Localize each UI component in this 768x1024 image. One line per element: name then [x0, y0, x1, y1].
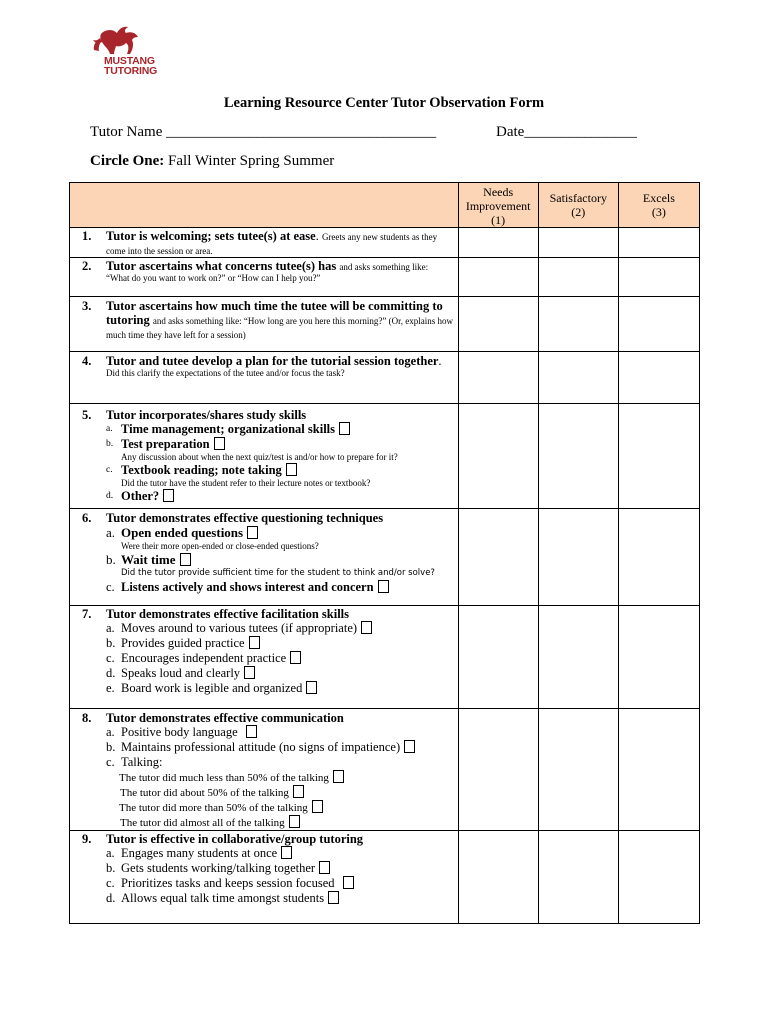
sub-letter: c.: [106, 755, 115, 769]
logo-text-tutoring: TUTORING: [104, 65, 158, 77]
item-punct: .: [438, 354, 442, 368]
rating-cell-excels[interactable]: [618, 606, 699, 709]
sub-letter: b.: [106, 439, 114, 449]
item-heading: Tutor is effective in collaborative/group tutoring: [106, 832, 364, 846]
checkbox[interactable]: [339, 422, 350, 435]
item-description: “What do you want to work on?” or “How can I help you?”: [106, 273, 321, 283]
rating-cell-needs-improvement[interactable]: [458, 258, 538, 297]
checkbox[interactable]: [289, 815, 300, 828]
item-punct: .: [315, 229, 319, 243]
talking-option: [106, 785, 454, 800]
checkbox[interactable]: [214, 437, 225, 450]
sub-letter: b.: [106, 636, 116, 650]
rating-cell-excels[interactable]: [618, 404, 699, 509]
rating-cell-satisfactory[interactable]: [538, 831, 618, 924]
sub-letter: a.: [106, 621, 115, 635]
sub-letter: c.: [106, 876, 115, 890]
item-description: and asks something like: “How long are you here this morning?” (Or, explains how much time they have left for a session): [106, 316, 453, 340]
horse-logo-icon: [88, 24, 178, 58]
item-heading: Tutor ascertains how much time the tutee will be committing to: [106, 299, 443, 313]
header-line: (1): [491, 213, 506, 227]
header-needs-improvement: [458, 183, 538, 228]
header-excels: [618, 183, 699, 228]
header-line: (3): [651, 205, 666, 219]
item-heading: Tutor incorporates/shares study skills: [106, 408, 307, 422]
checkbox[interactable]: [328, 891, 339, 904]
rating-cell-needs-improvement[interactable]: [458, 297, 538, 352]
tutor-name-field[interactable]: Tutor Name ____________________________________: [90, 124, 437, 140]
sub-letter: a.: [106, 725, 115, 739]
criterion-1: [70, 228, 459, 258]
header-line: (2): [571, 205, 586, 219]
sub-item: [106, 579, 454, 596]
sub-item: [106, 621, 454, 636]
sub-note: Did the tutor provide sufficient time for the student to think and/or solve?: [121, 568, 435, 578]
sub-text: Test preparation: [121, 437, 210, 451]
date-field[interactable]: Date_______________: [496, 124, 637, 140]
rating-cell-needs-improvement[interactable]: [458, 606, 538, 709]
criterion-8: [70, 709, 459, 831]
sub-item: [106, 681, 454, 696]
item-number: 3.: [82, 299, 92, 313]
sub-text: Talking:: [121, 755, 163, 769]
item-heading: Tutor demonstrates effective facilitation skills: [106, 607, 350, 621]
criterion-7: [70, 606, 459, 709]
sub-item: [106, 552, 454, 568]
observation-table: [69, 182, 700, 924]
rating-cell-excels[interactable]: [618, 709, 699, 831]
rating-cell-excels[interactable]: [618, 228, 699, 258]
checkbox[interactable]: [319, 861, 330, 874]
sub-note: Did the tutor have the student refer to their lecture notes or textbook?: [121, 478, 371, 488]
item-description: and asks something like:: [339, 262, 429, 272]
sub-letter: a.: [106, 525, 116, 540]
logo-text-mustang: MUSTANG: [104, 55, 155, 67]
header-satisfactory: [538, 183, 618, 228]
sub-item: [106, 755, 454, 770]
season-options[interactable]: Fall Winter Spring Summer: [168, 153, 335, 169]
checkbox[interactable]: [180, 553, 191, 566]
checkbox[interactable]: [246, 725, 257, 738]
sub-text: Encourages independent practice: [121, 651, 287, 665]
talking-text: The tutor did almost all of the talking: [120, 817, 285, 829]
item-number: 7.: [82, 607, 92, 621]
talking-option: [106, 815, 454, 830]
rating-cell-satisfactory[interactable]: [538, 606, 618, 709]
mustang-tutoring-logo: [88, 24, 178, 82]
checkbox[interactable]: [378, 580, 389, 593]
criterion-4: [70, 352, 459, 404]
circle-one-label: Circle One:: [90, 153, 165, 169]
rating-cell-satisfactory[interactable]: [538, 258, 618, 297]
sub-text: Listens actively and shows interest and concern: [121, 580, 374, 594]
rating-cell-satisfactory[interactable]: [538, 509, 618, 606]
rating-cell-satisfactory[interactable]: [538, 352, 618, 404]
sub-letter: b.: [106, 552, 116, 567]
item-number: 8.: [82, 711, 92, 725]
talking-text: The tutor did about 50% of the talking: [120, 787, 289, 799]
item-number: 2.: [82, 259, 92, 273]
sub-letter: c.: [106, 651, 115, 665]
form-title: Learning Resource Center Tutor Observation Form: [223, 95, 545, 111]
item-heading: Tutor ascertains what concerns tutee(s) has: [106, 259, 337, 273]
rating-cell-needs-improvement[interactable]: [458, 831, 538, 924]
sub-text: Textbook reading; note taking: [121, 463, 282, 477]
sub-item: [106, 651, 454, 666]
sub-text: Moves around to various tutees (if appropriate): [121, 621, 358, 635]
criterion-9: [70, 831, 459, 924]
header-line: Improvement: [465, 199, 531, 213]
checkbox[interactable]: [281, 846, 292, 859]
sub-letter: b.: [106, 740, 116, 754]
rating-cell-satisfactory[interactable]: [538, 297, 618, 352]
item-number: 9.: [82, 832, 92, 846]
talking-option: [106, 770, 454, 785]
sub-item: [106, 636, 454, 651]
sub-text: Maintains professional attitude (no signs of impatience): [121, 740, 401, 754]
rating-cell-excels[interactable]: [618, 831, 699, 924]
checkbox[interactable]: [244, 666, 255, 679]
sub-item: [106, 463, 454, 478]
sub-item: [106, 846, 454, 861]
sub-letter: e.: [106, 681, 115, 695]
sub-text: Open ended questions: [121, 525, 244, 540]
sub-item: [106, 525, 454, 541]
item-heading: Tutor demonstrates effective communication: [106, 711, 344, 725]
sub-text: Provides guided practice: [121, 636, 245, 650]
sub-letter: d.: [106, 891, 116, 905]
checkbox[interactable]: [290, 651, 301, 664]
sub-text: Board work is legible and organized: [121, 681, 303, 695]
item-description: Greets any new students as they come into the session or area.: [106, 232, 438, 256]
sub-letter: c.: [106, 580, 115, 594]
sub-note: Were their more open-ended or close-ended questions?: [121, 541, 319, 551]
rating-cell-excels[interactable]: [618, 352, 699, 404]
criteria-header: [70, 183, 459, 228]
checkbox[interactable]: [404, 740, 415, 753]
item-number: 6.: [82, 511, 92, 525]
checkbox[interactable]: [361, 621, 372, 634]
circle-one-row: [90, 153, 334, 170]
rating-cell-satisfactory[interactable]: [538, 228, 618, 258]
criterion-5: [70, 404, 459, 509]
criterion-2: [70, 258, 459, 297]
header-line: Satisfactory: [549, 191, 607, 205]
item-description: Did this clarify the expectations of the tutee and/or focus the task?: [106, 368, 345, 378]
item-heading: Tutor and tutee develop a plan for the tutorial session together: [106, 354, 439, 368]
sub-text: Gets students working/talking together: [121, 861, 316, 875]
sub-item: [106, 666, 454, 681]
checkbox[interactable]: [293, 785, 304, 798]
sub-letter: a.: [106, 846, 115, 860]
item-heading: Tutor is welcoming; sets tutee(s) at ease: [106, 229, 316, 243]
checkbox[interactable]: [247, 526, 258, 539]
sub-letter: d.: [106, 491, 114, 501]
rating-cell-satisfactory[interactable]: [538, 709, 618, 831]
item-number: 1.: [82, 229, 92, 243]
criterion-6: [70, 509, 459, 606]
rating-cell-needs-improvement[interactable]: [458, 709, 538, 831]
sub-text: Speaks loud and clearly: [121, 666, 241, 680]
item-heading: tutoring: [106, 313, 150, 327]
sub-item: [106, 891, 454, 906]
sub-text: Engages many students at once: [121, 846, 278, 860]
checkbox[interactable]: [249, 636, 260, 649]
checkbox[interactable]: [306, 681, 317, 694]
sub-letter: c.: [106, 465, 113, 475]
sub-item: [106, 422, 454, 437]
sub-item: [106, 740, 454, 755]
checkbox[interactable]: [286, 463, 297, 476]
checkbox[interactable]: [333, 770, 344, 783]
sub-text: Positive body language: [121, 725, 238, 739]
checkbox[interactable]: [312, 800, 323, 813]
rating-cell-needs-improvement[interactable]: [458, 352, 538, 404]
sub-text: Allows equal talk time amongst students: [121, 891, 325, 905]
sub-note: Any discussion about when the next quiz/test is and/or how to prepare for it?: [121, 452, 398, 462]
sub-letter: a.: [106, 424, 113, 434]
rating-cell-excels[interactable]: [618, 297, 699, 352]
sub-text: Other?: [121, 489, 160, 503]
sub-item: [106, 725, 454, 740]
sub-item: [106, 437, 454, 452]
criterion-3: [70, 297, 459, 352]
rating-cell-satisfactory[interactable]: [538, 404, 618, 509]
header-line: Excels: [642, 191, 675, 205]
item-heading: Tutor demonstrates effective questioning techniques: [106, 511, 384, 525]
sub-text: Wait time: [121, 552, 176, 567]
sub-text: Prioritizes tasks and keeps session focused: [121, 876, 335, 890]
sub-text: Time management; organizational skills: [121, 422, 336, 436]
talking-text: The tutor did much less than 50% of the talking: [119, 772, 329, 784]
sub-item: [106, 861, 454, 876]
sub-letter: b.: [106, 861, 116, 875]
item-number: 4.: [82, 354, 92, 368]
sub-letter: d.: [106, 666, 116, 680]
item-number: 5.: [82, 408, 92, 422]
header-line: Needs: [483, 185, 514, 199]
rating-cell-needs-improvement[interactable]: [458, 404, 538, 509]
talking-option: [106, 800, 454, 815]
talking-text: The tutor did more than 50% of the talking: [119, 802, 308, 814]
rating-cell-excels[interactable]: [618, 258, 699, 297]
checkbox[interactable]: [163, 489, 174, 502]
sub-item: [106, 876, 454, 891]
checkbox[interactable]: [343, 876, 354, 889]
rating-cell-excels[interactable]: [618, 509, 699, 606]
rating-cell-needs-improvement[interactable]: [458, 509, 538, 606]
sub-item: [106, 489, 454, 504]
rating-cell-needs-improvement[interactable]: [458, 228, 538, 258]
